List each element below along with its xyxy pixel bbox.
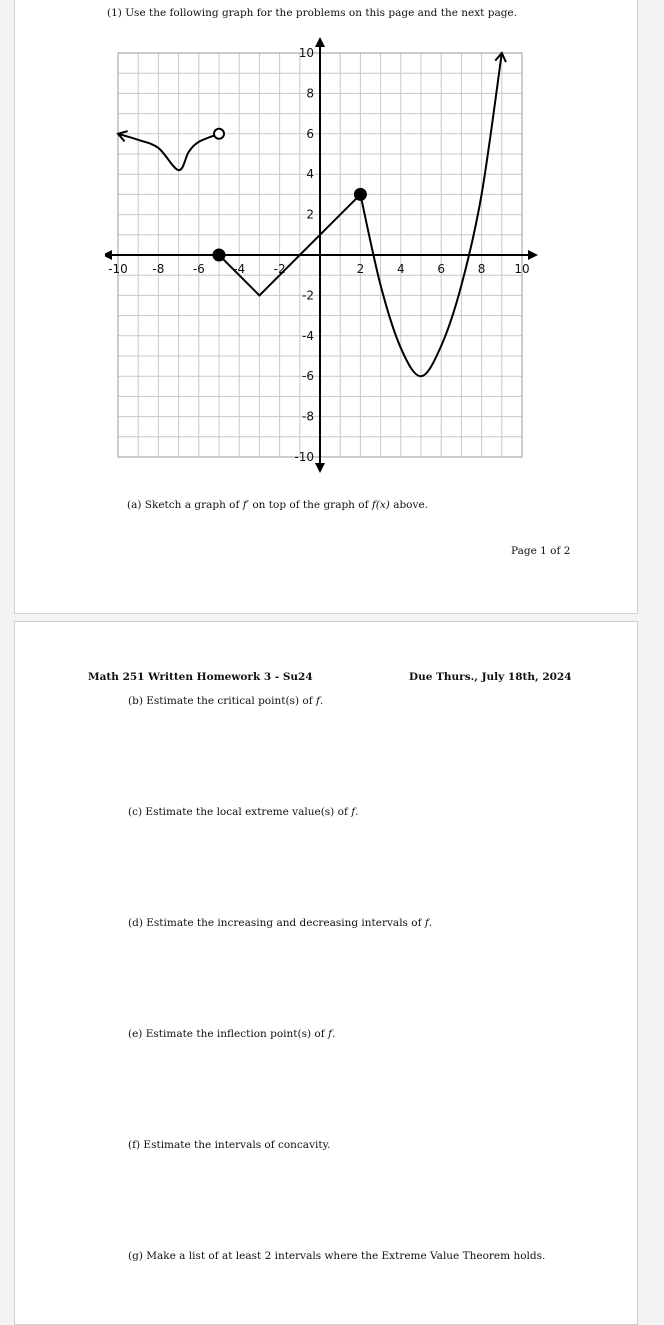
page-one xyxy=(14,0,638,614)
x-tick-label: 6 xyxy=(437,262,446,276)
question-text: (c) Estimate the local extreme value(s) of xyxy=(128,806,348,818)
question-text: (e) Estimate the inflection point(s) of xyxy=(128,1028,325,1040)
question-d xyxy=(128,917,432,929)
x-tick-label: 2 xyxy=(356,262,365,276)
question-text: (g) Make a list of at least 2 intervals where the Extreme Value Theorem holds. xyxy=(128,1250,546,1262)
f-prime-symbol: f′ xyxy=(242,499,250,511)
part-a-end: above. xyxy=(393,499,428,511)
x-axis-left-arrow xyxy=(105,250,112,260)
question-var: f xyxy=(351,806,356,818)
x-tick-label: -2 xyxy=(273,262,286,276)
question-e xyxy=(128,1028,335,1040)
question-f xyxy=(128,1139,330,1151)
y-tick-label: 4 xyxy=(306,167,314,182)
y-tick-label: -8 xyxy=(302,409,314,424)
y-tick-label: 10 xyxy=(298,46,314,60)
y-tick-label: -2 xyxy=(302,288,314,303)
x-tick-label: 10 xyxy=(514,262,530,276)
question-suffix: . xyxy=(355,806,359,818)
fx-symbol: f(x) xyxy=(371,499,390,511)
y-tick-label: -6 xyxy=(302,369,314,384)
y-axis-top-arrow xyxy=(315,37,325,47)
closed-point xyxy=(355,189,366,200)
question-g xyxy=(128,1250,545,1262)
due-date-header: Due Thurs., July 18th, 2024 xyxy=(409,671,572,683)
page-number: Page 1 of 2 xyxy=(511,545,571,557)
part-a-text xyxy=(127,499,428,511)
y-axis-bottom-arrow xyxy=(315,463,325,473)
question-suffix: . xyxy=(428,917,433,929)
function-graph xyxy=(105,27,565,477)
problem-intro: (1) Use the following graph for the problems on this page and the next page. xyxy=(107,7,517,19)
x-tick-label: -6 xyxy=(192,262,205,276)
question-suffix: . xyxy=(319,695,324,707)
closed-point xyxy=(214,250,225,261)
x-tick-label: -8 xyxy=(152,262,165,276)
question-suffix: . xyxy=(331,1028,336,1040)
function-curve xyxy=(118,134,219,170)
x-axis-right-arrow xyxy=(528,250,538,260)
question-var: f xyxy=(424,917,429,929)
part-a-mid: on top of the graph of xyxy=(252,499,369,511)
question-var: f xyxy=(315,695,320,707)
y-tick-label: -4 xyxy=(302,328,314,343)
open-point xyxy=(214,129,224,139)
question-c xyxy=(128,806,358,818)
course-header: Math 251 Written Homework 3 - Su24 xyxy=(88,671,313,683)
page-two xyxy=(14,621,638,1325)
question-text: (f) Estimate the intervals of concavity. xyxy=(128,1139,331,1151)
axes xyxy=(105,37,538,473)
x-tick-label: 4 xyxy=(396,262,405,276)
y-tick-label: -10 xyxy=(294,450,314,464)
question-b xyxy=(128,695,323,707)
x-tick-label: 8 xyxy=(477,262,486,276)
question-text: (d) Estimate the increasing and decreasing intervals of xyxy=(128,917,422,929)
y-tick-label: 2 xyxy=(306,207,314,222)
function-curve xyxy=(219,194,360,295)
x-tick-label: -10 xyxy=(108,262,128,276)
part-a-label: (a) Sketch a graph of xyxy=(127,499,240,511)
question-text: (b) Estimate the critical point(s) of xyxy=(128,695,313,707)
x-tick-label: -4 xyxy=(233,262,246,276)
question-var: f xyxy=(327,1028,332,1040)
y-tick-label: 6 xyxy=(306,126,314,141)
y-tick-label: 8 xyxy=(306,86,314,101)
